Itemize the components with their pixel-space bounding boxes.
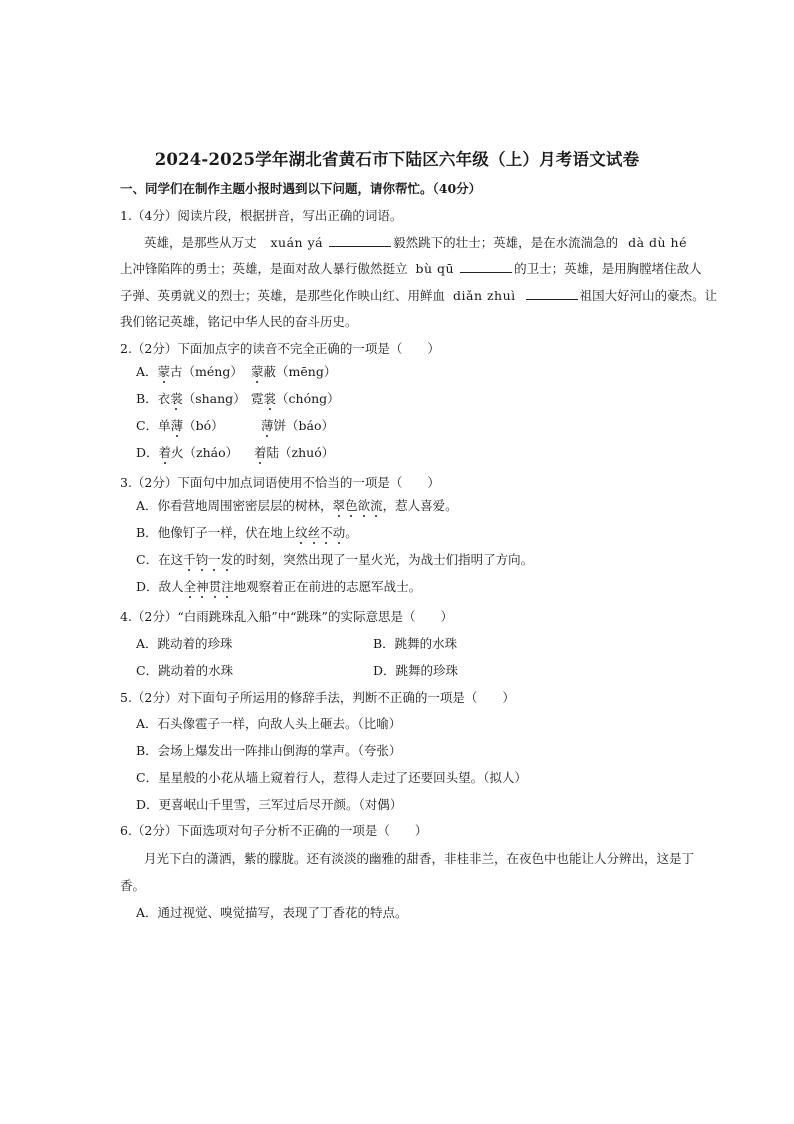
option-word: 饼（báo） <box>273 418 334 433</box>
q4-option-a[interactable]: A．跳动着的珍珠 <box>136 636 233 651</box>
q1-pinyin-2: dà dù hé <box>628 235 687 250</box>
dotted-char: 千 <box>183 552 196 567</box>
q1-passage-line2 <box>120 261 702 277</box>
q6-option-a[interactable]: A．通过视觉、嗅觉描写，表现了丁香花的特点。 <box>136 905 408 920</box>
q1-pinyin-3: bù qū <box>415 261 455 276</box>
dotted-word <box>295 525 345 540</box>
q4-option-b[interactable]: B．跳舞的水珠 <box>373 636 458 651</box>
dotted-char: 欲 <box>357 498 371 513</box>
q3-option-d[interactable] <box>136 579 421 595</box>
dotted-char: 不 <box>320 525 333 540</box>
dotted-char: 发 <box>220 552 234 567</box>
option-word: 蔽（mēng） <box>263 364 337 379</box>
dotted-char: 薄 <box>261 418 274 433</box>
dotted-word <box>184 579 234 594</box>
dotted-word <box>333 498 383 513</box>
q2-option-a[interactable] <box>136 364 337 380</box>
q2-option-d[interactable] <box>136 445 335 461</box>
option-label: A． <box>136 364 158 379</box>
dotted-char: 全 <box>183 579 197 594</box>
q3-stem: 3.（2分）下面句中加点词语使用不恰当的一项是（ ） <box>120 475 440 490</box>
option-label: C． <box>136 552 159 567</box>
option-label: B． <box>136 391 158 406</box>
option-word: 衣 <box>157 391 171 406</box>
option-word: （bó） <box>183 418 224 433</box>
q1-text: 毅然跳下的壮士；英雄，是在水流湍急的 <box>393 235 619 250</box>
q1-passage-line4: 我们铭记英雄，铭记中华人民的奋斗历史。 <box>120 314 358 329</box>
option-text: 他像钉子一样，伏在地上 <box>157 525 296 540</box>
dotted-char: 钧 <box>195 552 209 567</box>
dotted-char: 丝 <box>307 525 321 540</box>
dotted-word <box>183 552 233 567</box>
option-text: 的时刻，突然出现了一星火光，为战士们指明了方向。 <box>233 552 534 567</box>
q2-stem: 2.（2分）下面加点字的读音不完全正确的一项是（ ） <box>120 341 440 356</box>
option-label: B． <box>136 525 158 540</box>
q1-blank-3[interactable] <box>526 289 578 300</box>
dotted-char: 着 <box>254 445 267 460</box>
option-label: A． <box>136 498 158 513</box>
option-text: ，惹人喜爱。 <box>382 498 458 513</box>
option-text: 你看营地周围密密层层的树林， <box>157 498 333 513</box>
option-label: C． <box>136 418 159 433</box>
q1-blank-2[interactable] <box>460 262 512 273</box>
option-word: 陆（zhuó） <box>266 445 335 460</box>
section-heading: 一、同学们在制作主题小报时遇到以下问题，请你帮忙。（40分） <box>120 181 482 196</box>
dotted-char: 神 <box>196 579 209 594</box>
q3-option-c[interactable] <box>136 552 533 568</box>
dotted-char: 蒙 <box>157 364 171 379</box>
dotted-char: 裳 <box>170 391 183 406</box>
option-text: 地观察着正在前进的志愿军战士。 <box>233 579 422 594</box>
dotted-char: 动 <box>332 525 346 540</box>
q6-passage-line2: 香。 <box>120 878 146 893</box>
dotted-char: 一 <box>208 552 221 567</box>
dotted-char: 注 <box>221 579 234 594</box>
q4-option-c[interactable]: C．跳动着的水珠 <box>136 663 234 678</box>
q5-option-c[interactable]: C．星星般的小花从墙上窥着行人，惹得人走过了还要回头望。（拟人） <box>136 770 527 785</box>
option-word: 单 <box>158 418 171 433</box>
dotted-char: 色 <box>345 498 358 513</box>
q2-option-c[interactable] <box>136 418 334 434</box>
q5-option-d[interactable]: D．更喜岷山千里雪，三军过后尽开颜。（对偶） <box>136 797 403 812</box>
option-word: 古（méng） <box>170 364 243 379</box>
dotted-char: 薄 <box>170 418 184 433</box>
option-label: D． <box>136 579 159 594</box>
dotted-char: 裳 <box>263 391 277 406</box>
option-label: D． <box>136 445 159 460</box>
option-text: 在这 <box>158 552 184 567</box>
option-text: 敌人 <box>158 579 184 594</box>
q1-pinyin-1: xuán yá <box>270 235 324 250</box>
q1-text: 的卫士；英雄，是用胸膛堵住敌人 <box>514 261 702 276</box>
q5-stem: 5.（2分）对下面句子所运用的修辞手法，判断不正确的一项是（ ） <box>120 690 515 705</box>
q5-option-a[interactable]: A．石头像雹子一样，向敌人头上砸去。（比喻） <box>136 716 402 731</box>
dotted-char: 纹 <box>295 525 308 540</box>
dotted-char: 蒙 <box>251 364 264 379</box>
q1-stem: 1.（4分）阅读片段，根据拼音，写出正确的词语。 <box>120 208 403 223</box>
q1-pinyin-4: diǎn zhuì <box>453 288 516 303</box>
dotted-char: 翠 <box>332 498 346 513</box>
option-word: 霓 <box>251 391 264 406</box>
q4-stem: 4.（2分）“白雨跳珠乱入船”中“跳珠”的实际意思是（ ） <box>120 609 453 624</box>
q2-option-b[interactable] <box>136 391 340 407</box>
q1-passage-line1 <box>144 235 687 251</box>
q1-text: 英雄，是那些从万丈 <box>144 235 257 250</box>
q1-blank-1[interactable] <box>329 236 391 247</box>
q6-stem: 6.（2分）下面选项对句子分析不正确的一项是（ ） <box>120 823 428 838</box>
option-text: 。 <box>345 525 358 540</box>
q3-option-a[interactable] <box>136 498 458 514</box>
q4-option-d[interactable]: D．跳舞的珍珠 <box>373 663 459 678</box>
dotted-char: 着 <box>158 445 172 460</box>
q1-text: 子弹、英勇就义的烈士；英雄，是那些化作映山红、用鲜血 <box>120 288 446 303</box>
option-word: 火（zháo） <box>171 445 239 460</box>
q1-text: 上冲锋陷阵的勇士；英雄，是面对敌人暴行傲然挺立 <box>120 261 408 276</box>
page-title: 2024-2025学年湖北省黄石市下陆区六年级（上）月考语文试卷 <box>154 150 640 169</box>
q1-passage-line3 <box>120 288 717 304</box>
option-word: （chóng） <box>276 391 340 406</box>
q5-option-b[interactable]: B．会场上爆发出一阵排山倒海的掌声。（夸张） <box>136 743 402 758</box>
dotted-char: 流 <box>370 498 383 513</box>
q1-text: 祖国大好河山的豪杰。让 <box>579 288 718 303</box>
q6-passage-line1: 月光下白的潇洒，紫的朦胧。还有淡淡的幽雅的甜香，非桂非兰，在夜色中也能让人分辨出，这是丁 <box>144 851 695 866</box>
dotted-char: 贯 <box>208 579 222 594</box>
option-word: （shang） <box>182 391 246 406</box>
q3-option-b[interactable] <box>136 525 358 541</box>
